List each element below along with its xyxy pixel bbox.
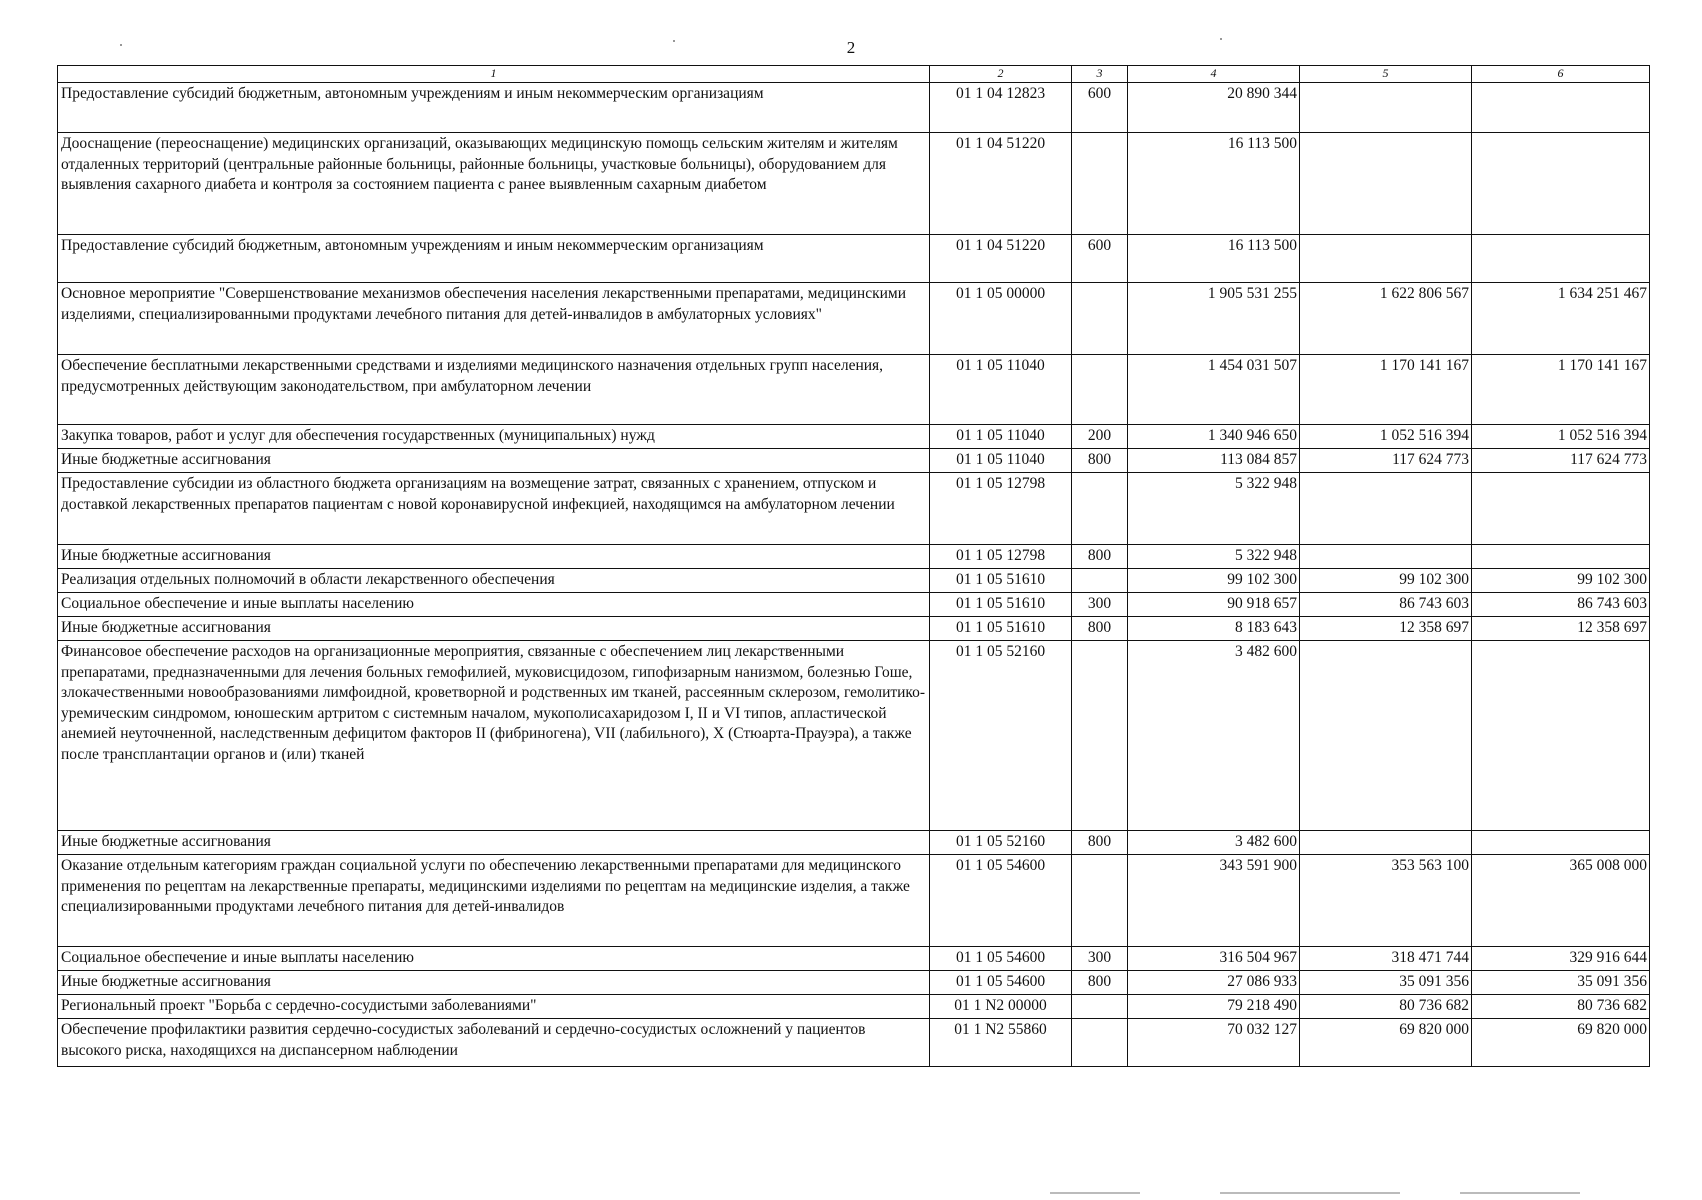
amount-col-6	[1472, 235, 1650, 283]
amount-col-4: 3 482 600	[1128, 831, 1300, 855]
amount-col-4: 8 183 643	[1128, 617, 1300, 641]
target-article-code: 01 1 04 12823	[930, 83, 1072, 133]
table-row	[58, 283, 1650, 355]
amount-col-6: 35 091 356	[1472, 971, 1650, 995]
amount-col-4: 79 218 490	[1128, 995, 1300, 1019]
target-article-code: 01 1 05 11040	[930, 355, 1072, 425]
expense-type-code	[1072, 1019, 1128, 1067]
expense-type-code	[1072, 133, 1128, 235]
amount-col-5: 353 563 100	[1300, 855, 1472, 947]
target-article-code: 01 1 04 51220	[930, 133, 1072, 235]
amount-col-5	[1300, 831, 1472, 855]
row-name: Иные бюджетные ассигнования	[58, 449, 930, 473]
table-row	[58, 593, 1650, 617]
expense-type-code: 800	[1072, 831, 1128, 855]
table-row	[58, 235, 1650, 283]
amount-col-4: 5 322 948	[1128, 473, 1300, 545]
amount-col-5	[1300, 83, 1472, 133]
amount-col-6: 12 358 697	[1472, 617, 1650, 641]
target-article-code: 01 1 05 11040	[930, 449, 1072, 473]
target-article-code: 01 1 05 54600	[930, 855, 1072, 947]
amount-col-6: 117 624 773	[1472, 449, 1650, 473]
amount-col-4: 20 890 344	[1128, 83, 1300, 133]
amount-col-6	[1472, 831, 1650, 855]
amount-col-5: 1 622 806 567	[1300, 283, 1472, 355]
table-row	[58, 473, 1650, 545]
amount-col-6: 1 634 251 467	[1472, 283, 1650, 355]
amount-col-6	[1472, 133, 1650, 235]
expense-type-code: 300	[1072, 947, 1128, 971]
budget-table	[57, 65, 1650, 1067]
table-row	[58, 355, 1650, 425]
table-row	[58, 947, 1650, 971]
target-article-code: 01 1 05 52160	[930, 831, 1072, 855]
table-row	[58, 1019, 1650, 1067]
amount-col-4: 16 113 500	[1128, 235, 1300, 283]
amount-col-4: 316 504 967	[1128, 947, 1300, 971]
column-number-header: 1	[58, 66, 930, 83]
target-article-code: 01 1 N2 00000	[930, 995, 1072, 1019]
row-name: Финансовое обеспечение расходов на организационные мероприятия, связанные с обеспечением лиц лекарственными препаратами, предназначенными для лечения больных гемофилией, муковисцидозом, гипофизарным нанизмом, болезнью Гоше, злокачественными новообразованиями лимфоидной, кроветворной и родственных им тканей, рассеянным склерозом, гемолитико-уремическим синдромом, юношеским артритом с системным началом, мукополисахаридозом I, II и VI типов, апластической анемией неуточненной, наследственным дефицитом факторов II (фибриногена), VII (лабильного), X (Стюарта-Прауэра), а также после трансплантации органов и (или) тканей	[58, 641, 930, 831]
expense-type-code	[1072, 355, 1128, 425]
table-row	[58, 83, 1650, 133]
amount-col-5: 1 170 141 167	[1300, 355, 1472, 425]
table-row	[58, 831, 1650, 855]
scan-smudge	[1460, 1192, 1580, 1194]
amount-col-5: 1 052 516 394	[1300, 425, 1472, 449]
row-name: Основное мероприятие "Совершенствование механизмов обеспечения населения лекарственными препаратами, медицинскими изделиями, специализированными продуктами лечебного питания для детей-инвалидов в амбулаторных условиях"	[58, 283, 930, 355]
amount-col-4: 1 340 946 650	[1128, 425, 1300, 449]
table-row	[58, 545, 1650, 569]
table-row	[58, 133, 1650, 235]
amount-col-4: 5 322 948	[1128, 545, 1300, 569]
scan-smudge	[1220, 1192, 1400, 1194]
target-article-code: 01 1 05 11040	[930, 425, 1072, 449]
table-row	[58, 971, 1650, 995]
amount-col-6	[1472, 473, 1650, 545]
row-name: Предоставление субсидии из областного бюджета организациям на возмещение затрат, связанных с хранением, отпуском и доставкой лекарственных препаратов пациентам с новой коронавирусной инфекцией, находящимся на амбулаторном лечении	[58, 473, 930, 545]
target-article-code: 01 1 05 52160	[930, 641, 1072, 831]
amount-col-4: 1 454 031 507	[1128, 355, 1300, 425]
target-article-code: 01 1 05 00000	[930, 283, 1072, 355]
page-number: 2	[846, 38, 856, 57]
row-name: Иные бюджетные ассигнования	[58, 545, 930, 569]
column-number-header: 2	[930, 66, 1072, 83]
expense-type-code: 800	[1072, 971, 1128, 995]
expense-type-code	[1072, 995, 1128, 1019]
amount-col-4: 343 591 900	[1128, 855, 1300, 947]
expense-type-code: 600	[1072, 83, 1128, 133]
amount-col-5	[1300, 235, 1472, 283]
amount-col-4: 1 905 531 255	[1128, 283, 1300, 355]
target-article-code: 01 1 05 51610	[930, 593, 1072, 617]
amount-col-6: 86 743 603	[1472, 593, 1650, 617]
target-article-code: 01 1 04 51220	[930, 235, 1072, 283]
scan-speck	[673, 40, 675, 42]
expense-type-code	[1072, 283, 1128, 355]
scan-smudge	[1050, 1192, 1140, 1194]
column-number-header: 3	[1072, 66, 1128, 83]
row-name: Закупка товаров, работ и услуг для обеспечения государственных (муниципальных) нужд	[58, 425, 930, 449]
row-name: Обеспечение бесплатными лекарственными средствами и изделиями медицинского назначения отдельных групп населения, предусмотренных действующим законодательством, при амбулаторном лечении	[58, 355, 930, 425]
amount-col-6: 1 052 516 394	[1472, 425, 1650, 449]
expense-type-code	[1072, 569, 1128, 593]
row-name: Оказание отдельным категориям граждан социальной услуги по обеспечению лекарственными препаратами для медицинского применения по рецептам на лекарственные препараты, медицинскими изделиями по рецептам на медицинские изделия, а также специализированными продуктами лечебного питания для детей-инвалидов	[58, 855, 930, 947]
amount-col-5: 80 736 682	[1300, 995, 1472, 1019]
row-name: Иные бюджетные ассигнования	[58, 617, 930, 641]
amount-col-4: 27 086 933	[1128, 971, 1300, 995]
row-name: Региональный проект "Борьба с сердечно-сосудистыми заболеваниями"	[58, 995, 930, 1019]
expense-type-code	[1072, 473, 1128, 545]
table-row	[58, 569, 1650, 593]
target-article-code: 01 1 05 54600	[930, 947, 1072, 971]
amount-col-5: 318 471 744	[1300, 947, 1472, 971]
amount-col-6	[1472, 83, 1650, 133]
target-article-code: 01 1 05 54600	[930, 971, 1072, 995]
scan-speck	[120, 44, 122, 46]
row-name: Предоставление субсидий бюджетным, автономным учреждениям и иным некоммерческим организациям	[58, 83, 930, 133]
row-name: Социальное обеспечение и иные выплаты населению	[58, 947, 930, 971]
column-number-header: 6	[1472, 66, 1650, 83]
target-article-code: 01 1 N2 55860	[930, 1019, 1072, 1067]
expense-type-code	[1072, 641, 1128, 831]
amount-col-6: 365 008 000	[1472, 855, 1650, 947]
amount-col-6: 69 820 000	[1472, 1019, 1650, 1067]
row-name: Обеспечение профилактики развития сердечно-сосудистых заболеваний и сердечно-сосудистых осложнений у пациентов высокого риска, находящихся на диспансерном наблюдении	[58, 1019, 930, 1067]
amount-col-4: 113 084 857	[1128, 449, 1300, 473]
amount-col-5	[1300, 473, 1472, 545]
amount-col-6: 80 736 682	[1472, 995, 1650, 1019]
table-row	[58, 641, 1650, 831]
amount-col-5: 86 743 603	[1300, 593, 1472, 617]
amount-col-5: 12 358 697	[1300, 617, 1472, 641]
target-article-code: 01 1 05 12798	[930, 473, 1072, 545]
amount-col-6	[1472, 641, 1650, 831]
row-name: Реализация отдельных полномочий в области лекарственного обеспечения	[58, 569, 930, 593]
row-name: Иные бюджетные ассигнования	[58, 971, 930, 995]
expense-type-code: 300	[1072, 593, 1128, 617]
amount-col-4: 16 113 500	[1128, 133, 1300, 235]
table-row	[58, 995, 1650, 1019]
amount-col-5	[1300, 641, 1472, 831]
target-article-code: 01 1 05 51610	[930, 617, 1072, 641]
amount-col-5	[1300, 133, 1472, 235]
row-name: Иные бюджетные ассигнования	[58, 831, 930, 855]
expense-type-code: 800	[1072, 545, 1128, 569]
amount-col-5: 69 820 000	[1300, 1019, 1472, 1067]
target-article-code: 01 1 05 12798	[930, 545, 1072, 569]
expense-type-code: 600	[1072, 235, 1128, 283]
column-number-header: 5	[1300, 66, 1472, 83]
expense-type-code: 800	[1072, 617, 1128, 641]
row-name: Предоставление субсидий бюджетным, автономным учреждениям и иным некоммерческим организациям	[58, 235, 930, 283]
amount-col-5: 117 624 773	[1300, 449, 1472, 473]
amount-col-5: 35 091 356	[1300, 971, 1472, 995]
amount-col-4: 70 032 127	[1128, 1019, 1300, 1067]
column-number-header-row	[58, 66, 1650, 83]
amount-col-6	[1472, 545, 1650, 569]
column-number-header: 4	[1128, 66, 1300, 83]
amount-col-4: 99 102 300	[1128, 569, 1300, 593]
row-name: Дооснащение (переоснащение) медицинских организаций, оказывающих медицинскую помощь сельским жителям и жителям отдаленных территорий (центральные районные больницы, районные больницы, участковые больницы), оборудованием для выявления сахарного диабета и контроля за состоянием пациента с ранее выявленным сахарным диабетом	[58, 133, 930, 235]
expense-type-code: 200	[1072, 425, 1128, 449]
row-name: Социальное обеспечение и иные выплаты населению	[58, 593, 930, 617]
table-row	[58, 855, 1650, 947]
amount-col-6: 329 916 644	[1472, 947, 1650, 971]
amount-col-5: 99 102 300	[1300, 569, 1472, 593]
amount-col-6: 1 170 141 167	[1472, 355, 1650, 425]
amount-col-5	[1300, 545, 1472, 569]
amount-col-6: 99 102 300	[1472, 569, 1650, 593]
expense-type-code: 800	[1072, 449, 1128, 473]
scan-speck	[1220, 38, 1222, 40]
table-row	[58, 617, 1650, 641]
expense-type-code	[1072, 855, 1128, 947]
table-row	[58, 425, 1650, 449]
table-row	[58, 449, 1650, 473]
target-article-code: 01 1 05 51610	[930, 569, 1072, 593]
amount-col-4: 90 918 657	[1128, 593, 1300, 617]
amount-col-4: 3 482 600	[1128, 641, 1300, 831]
